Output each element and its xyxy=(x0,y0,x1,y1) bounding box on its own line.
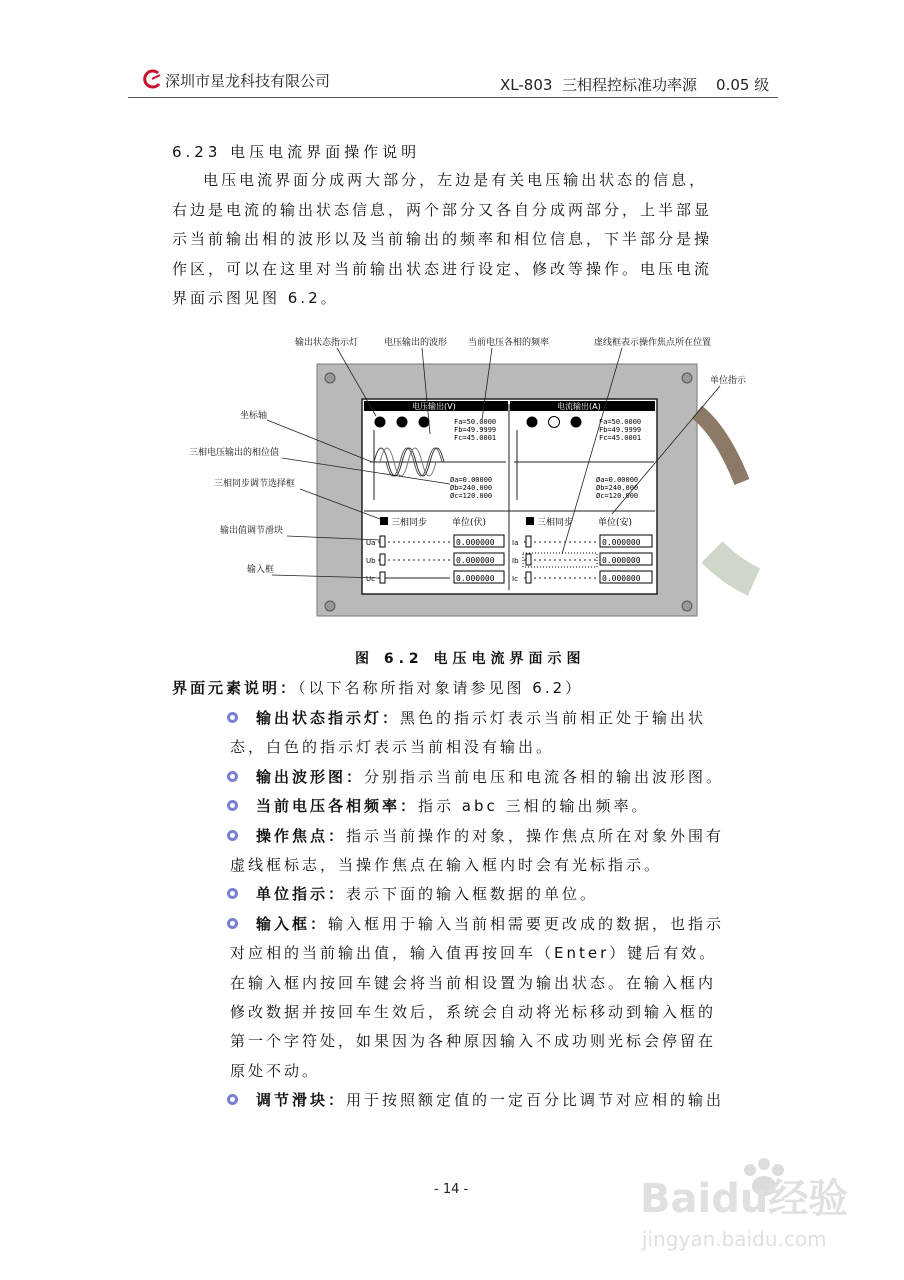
status-light-on xyxy=(527,417,538,428)
list-item: 当前电压各相频率：指示 abc 三相的输出频率。 xyxy=(230,792,770,821)
list-item-continuation: 原处不动。 xyxy=(230,1061,321,1080)
row-label: Ub xyxy=(366,557,376,565)
elements-intro-label: 界面元素说明： xyxy=(172,679,299,697)
freq-c: Fc=45.0001 xyxy=(454,434,497,442)
bullet-icon xyxy=(226,829,239,842)
slider-thumb xyxy=(380,572,385,583)
row-label: Ua xyxy=(366,539,376,547)
callout-status-light: 输出状态指示灯 xyxy=(295,338,359,348)
list-item-continuation: 虚线框标志，当操作焦点在输入框内时会有光标指示。 xyxy=(230,856,663,875)
elements-intro xyxy=(172,677,583,698)
bullet-icon xyxy=(226,770,239,783)
freq-c: Fc=45.0001 xyxy=(599,434,642,442)
svg-text:0.000000: 0.000000 xyxy=(456,574,495,583)
callout-input: 输入框 xyxy=(247,565,275,575)
freq-a: Fa=50.0000 xyxy=(599,418,642,426)
bullet-icon xyxy=(226,711,239,724)
sync-checkbox xyxy=(380,517,388,525)
list-item: 操作焦点：指示当前操作的对象，操作焦点所在对象外围有 xyxy=(230,822,770,851)
page-number: - 14 - xyxy=(434,1182,469,1197)
screw-icon xyxy=(682,373,692,383)
freq-b: Fb=49.9999 xyxy=(454,426,497,434)
paragraph-line: 右边是电流的输出状态信息，两个部分又各自分成两部分，上半部显 xyxy=(172,200,713,219)
header-company: 深圳市星龙科技有限公司 xyxy=(165,72,331,90)
phase-c: Øc=120.000 xyxy=(450,492,493,500)
row-label: Uc xyxy=(366,575,375,583)
svg-text:0.000000: 0.000000 xyxy=(456,538,495,547)
status-light-on xyxy=(571,417,582,428)
callout-sync: 三相同步调节选择框 xyxy=(214,479,296,489)
list-item-continuation: 第一个字符处，如果因为各种原因输入不成功则光标会停留在 xyxy=(230,1032,717,1051)
screw-icon xyxy=(325,601,335,611)
paragraph-line: 界面示图见图 6.2。 xyxy=(172,289,339,307)
elements-intro-text: （以下名称所指对象请参见图 6.2） xyxy=(298,679,584,697)
sync-checkbox xyxy=(526,517,534,525)
callout-focus: 虚线框表示操作焦点所在位置 xyxy=(594,338,712,348)
slider-thumb xyxy=(380,554,385,565)
figure-caption: 图 6.2 电压电流界面示图 xyxy=(355,651,586,667)
row-label: Ia xyxy=(512,539,519,547)
screw-icon xyxy=(682,601,692,611)
callout-axis: 坐标轴 xyxy=(240,411,268,421)
list-item: 输出状态指示灯：黑色的指示灯表示当前相正处于输出状 xyxy=(230,704,770,733)
callout-slider: 输出值调节滑块 xyxy=(220,526,284,536)
svg-text:0.000000: 0.000000 xyxy=(602,574,641,583)
phase-c: Øc=120.000 xyxy=(596,492,639,500)
slider-thumb xyxy=(526,536,531,547)
section-paragraph xyxy=(172,166,772,314)
slider-thumb xyxy=(526,572,531,583)
row-label: Ib xyxy=(512,557,519,565)
status-light-on xyxy=(419,417,430,428)
svg-text:0.000000: 0.000000 xyxy=(602,556,641,565)
header-rule xyxy=(128,97,778,98)
section-title: 6.23 电压电流界面操作说明 xyxy=(172,143,421,161)
row-label: Ic xyxy=(512,575,518,583)
screw-icon xyxy=(325,373,335,383)
svg-text:0.000000: 0.000000 xyxy=(456,556,495,565)
watermark-url: jingyan.baidu.com xyxy=(642,1227,827,1251)
phase-a: Øa=0.00000 xyxy=(450,476,493,484)
freq-a: Fa=50.0000 xyxy=(454,418,497,426)
voltage-panel-title: 电压输出(V) xyxy=(412,402,456,411)
sync-label: 三相同步 xyxy=(537,518,574,528)
sync-label: 三相同步 xyxy=(391,518,428,528)
cable xyxy=(697,412,742,482)
figure-6-2 xyxy=(189,332,754,624)
header-product: XL-803 三相程控标准功率源 0.05 级 xyxy=(500,76,770,94)
unit-label: 单位(安) xyxy=(598,518,633,528)
list-item: 单位指示：表示下面的输入框数据的单位。 xyxy=(230,880,770,909)
phase-a: Øa=0.00000 xyxy=(596,476,639,484)
list-item: 调节滑块：用于按照额定值的一定百分比调节对应相的输出 xyxy=(230,1086,770,1115)
status-light-on xyxy=(375,417,386,428)
bullet-icon xyxy=(226,887,239,900)
phase-b: Øb=240.000 xyxy=(596,484,639,492)
callout-phase: 三相电压输出的相位值 xyxy=(189,448,280,458)
list-item-continuation: 态，白色的指示灯表示当前相没有输出。 xyxy=(230,738,555,757)
phase-b: Øb=240.000 xyxy=(450,484,493,492)
list-item-continuation: 修改数据并按回车生效后，系统会自动将光标移动到输入框的 xyxy=(230,1003,717,1022)
callout-frequency: 当前电压各相的频率 xyxy=(468,338,550,348)
bullet-list xyxy=(230,704,770,1116)
paragraph-line: 示当前输出相的波形以及当前输出的频率和相位信息，下半部分是操 xyxy=(172,230,713,248)
bullet-icon xyxy=(226,799,239,812)
list-item-continuation: 在输入框内按回车键会将当前相设置为输出状态。在输入框内 xyxy=(230,973,717,992)
paragraph-line: 电压电流界面分成两大部分，左边是有关电压输出状态的信息， xyxy=(172,171,708,189)
bullet-icon xyxy=(226,1093,239,1106)
freq-b: Fb=49.9999 xyxy=(599,426,642,434)
baidu-watermark xyxy=(640,1150,880,1260)
list-item-continuation: 对应相的当前输出值，输入值再按回车（Enter）键后有效。 xyxy=(230,944,718,963)
slider-thumb xyxy=(526,554,531,565)
paragraph-line: 作区，可以在这里对当前输出状态进行设定、修改等操作。电压电流 xyxy=(172,259,713,278)
unit-label: 单位(伏) xyxy=(452,518,487,528)
current-panel-title: 电流输出(A) xyxy=(557,402,601,411)
svg-text:0.000000: 0.000000 xyxy=(602,538,641,547)
list-item: 输入框：输入框用于输入当前相需要更改成的数据，也指示 xyxy=(230,910,770,939)
list-item: 输出波形图：分别指示当前电压和电流各相的输出波形图。 xyxy=(230,763,770,792)
company-logo-icon xyxy=(143,69,163,89)
status-light-on xyxy=(397,417,408,428)
bullet-icon xyxy=(226,917,239,930)
callout-unit: 单位指示 xyxy=(710,376,747,386)
slider-thumb xyxy=(380,536,385,547)
callout-waveform: 电压输出的波形 xyxy=(384,338,448,348)
status-light-off xyxy=(549,417,560,428)
watermark-brand: Baidu经验 xyxy=(640,1176,849,1222)
